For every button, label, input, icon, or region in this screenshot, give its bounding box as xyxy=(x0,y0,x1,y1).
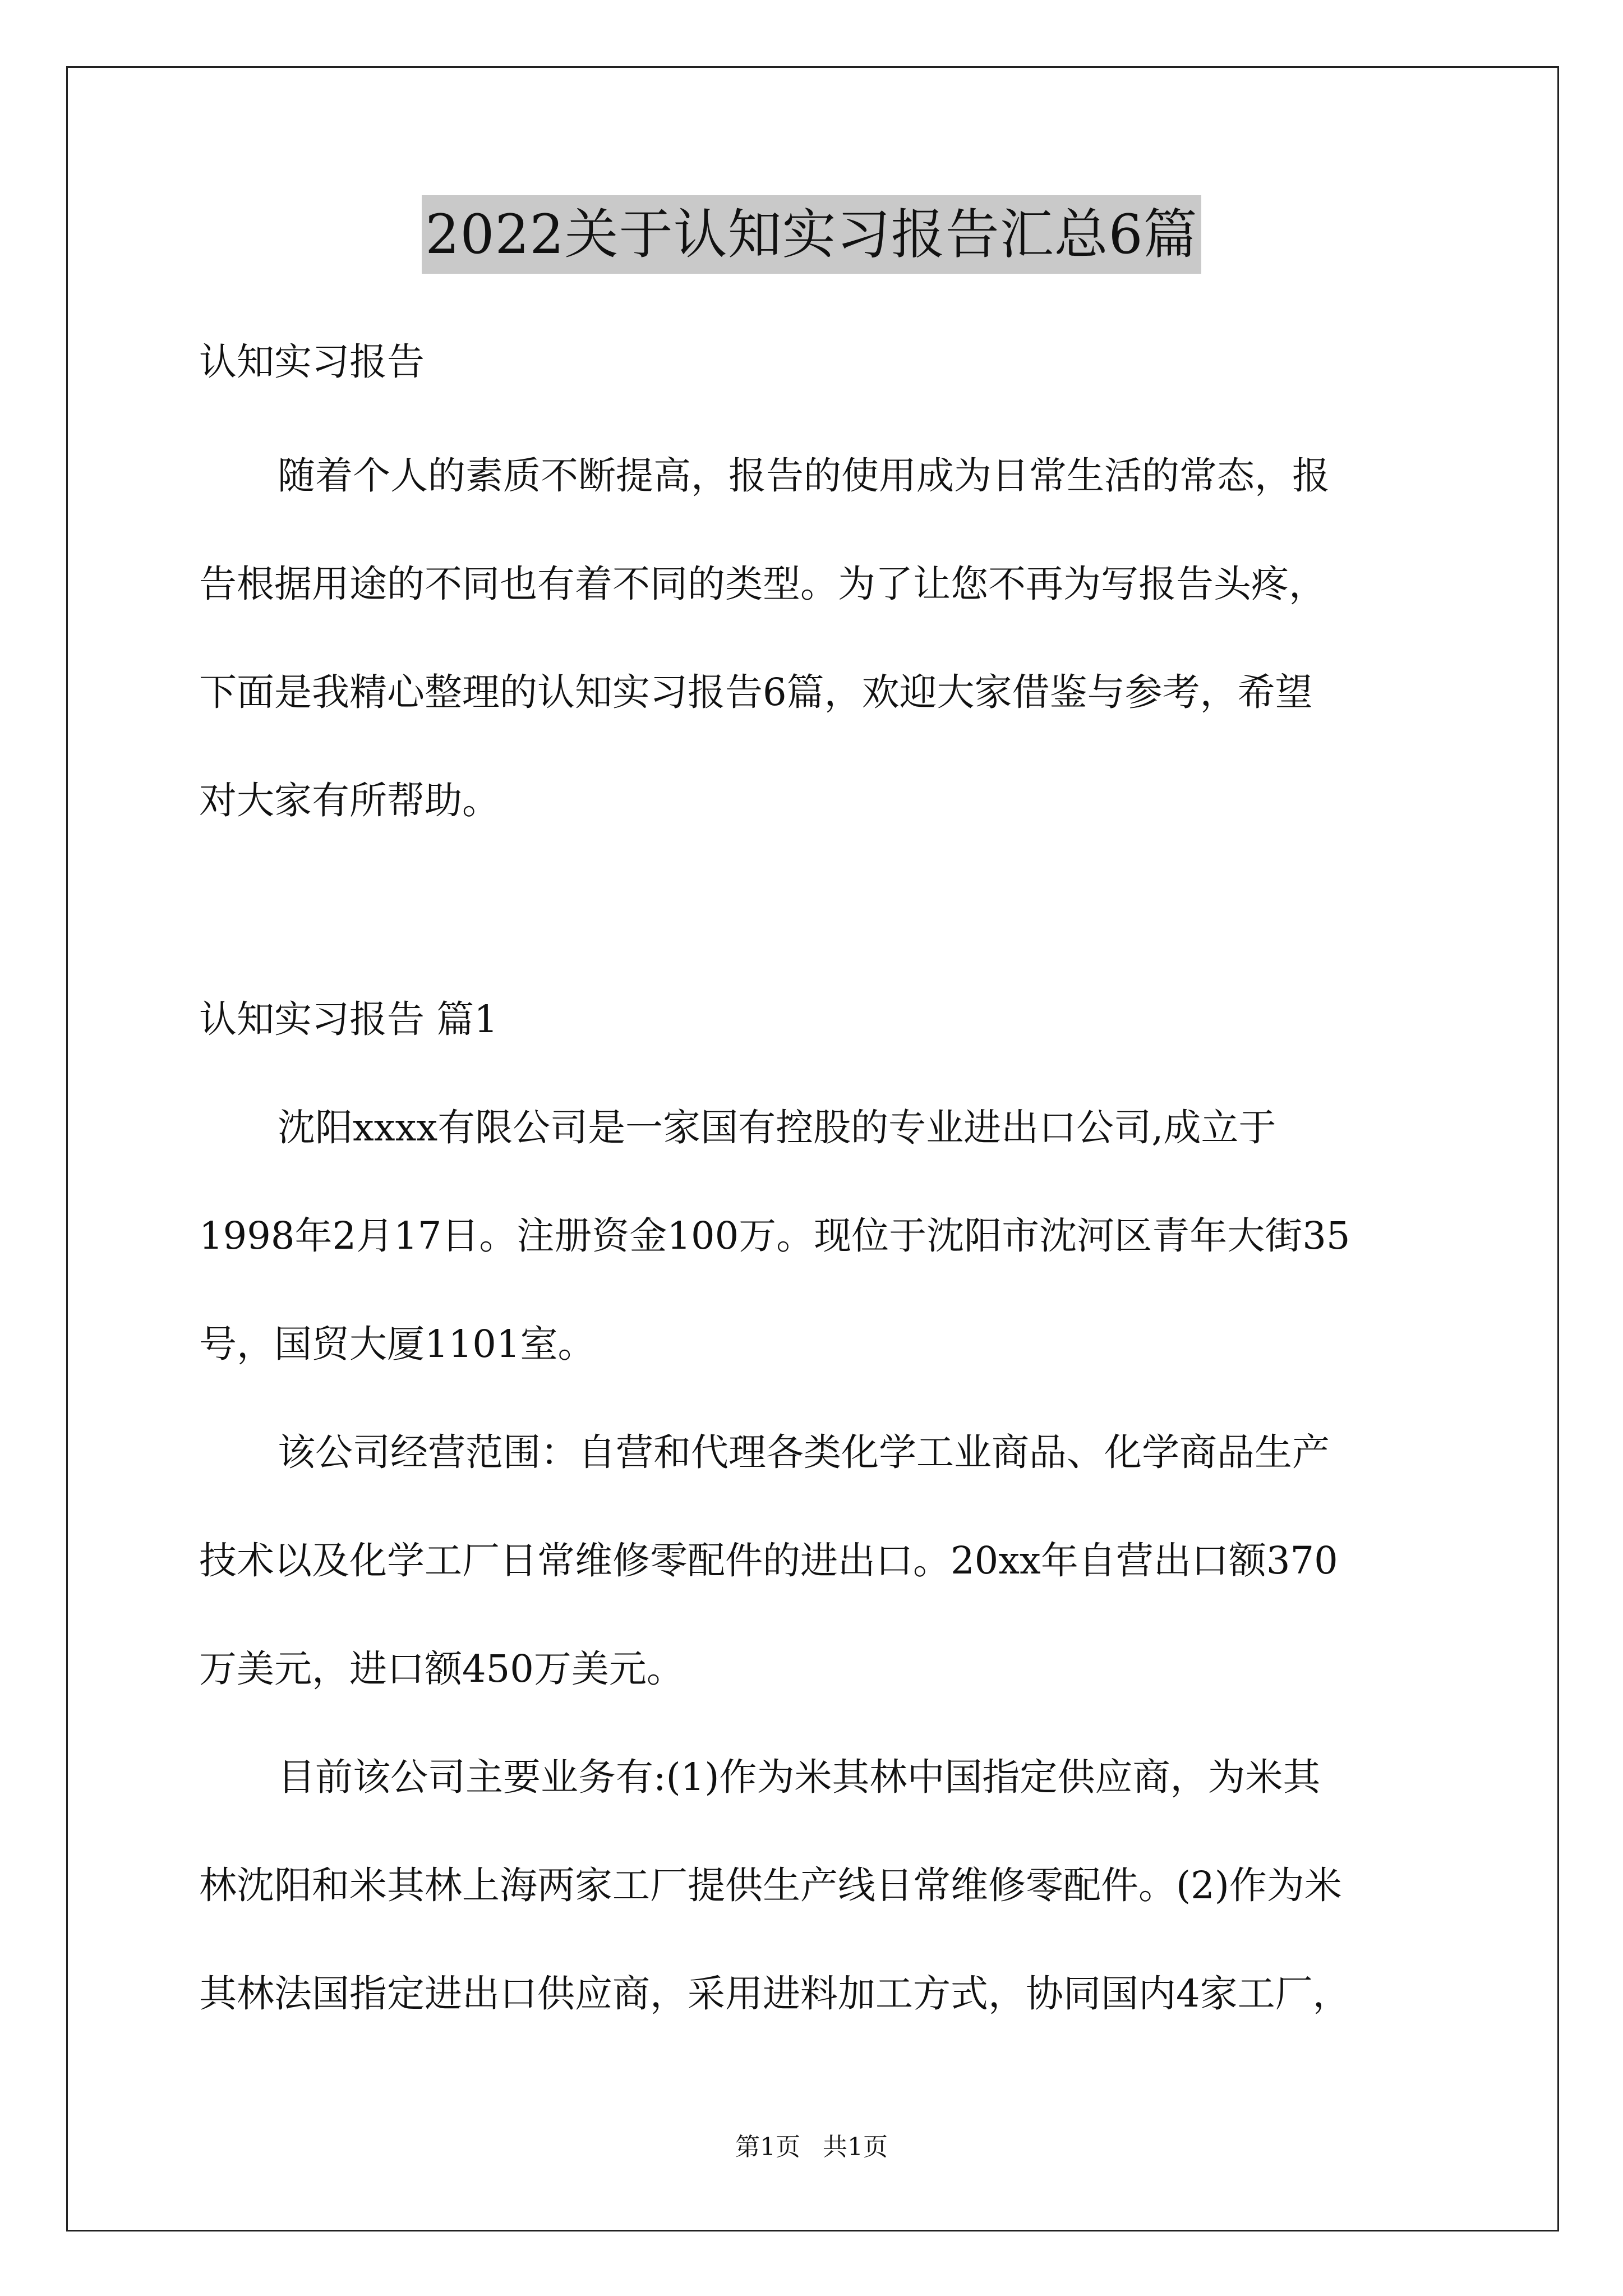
paragraph-line: 沈阳xxxx有限公司是一家国有控股的专业进出口公司,成立于 xyxy=(278,1106,1276,1149)
paragraph-line: 林沈阳和米其林上海两家工厂提供生产线日常维修零配件。(2)作为米 xyxy=(199,1864,1342,1907)
section-heading: 认知实习报告 篇1 xyxy=(199,997,498,1041)
paragraph-line: 1998年2月17日。注册资金100万。现位于沈阳市沈河区青年大街35 xyxy=(199,1214,1350,1258)
paragraph-line: 号，国贸大厦1101室。 xyxy=(199,1322,596,1366)
title-wrap xyxy=(0,195,1623,274)
page-footer xyxy=(0,2131,1623,2164)
paragraph-line: 对大家有所帮助。 xyxy=(199,779,500,822)
section-heading: 认知实习报告 xyxy=(199,340,425,384)
paragraph-line: 该公司经营范围：自营和代理各类化学工业商品、化学商品生产 xyxy=(278,1430,1330,1474)
paragraph-line: 随着个人的素质不断提高，报告的使用成为日常生活的常态，报 xyxy=(278,454,1330,498)
document-title: 2022关于认知实习报告汇总6篇 xyxy=(422,195,1201,274)
paragraph-line: 其林法国指定进出口供应商，采用进料加工方式，协同国内4家工厂， xyxy=(199,1972,1350,2016)
page-number: 第1页 xyxy=(735,2133,800,2161)
paragraph-line: 告根据用途的不同也有着不同的类型。为了让您不再为写报告头疼， xyxy=(199,562,1326,606)
paragraph-line: 万美元，进口额450万美元。 xyxy=(199,1647,684,1691)
paragraph-line: 目前该公司主要业务有:(1)作为米其林中国指定供应商，为米其 xyxy=(278,1755,1321,1799)
page-total: 共1页 xyxy=(823,2133,888,2161)
paragraph-line: 技术以及化学工厂日常维修零配件的进出口。20xx年自营出口额370 xyxy=(199,1539,1338,1582)
paragraph-line: 下面是我精心整理的认知实习报告6篇，欢迎大家借鉴与参考，希望 xyxy=(199,670,1313,714)
